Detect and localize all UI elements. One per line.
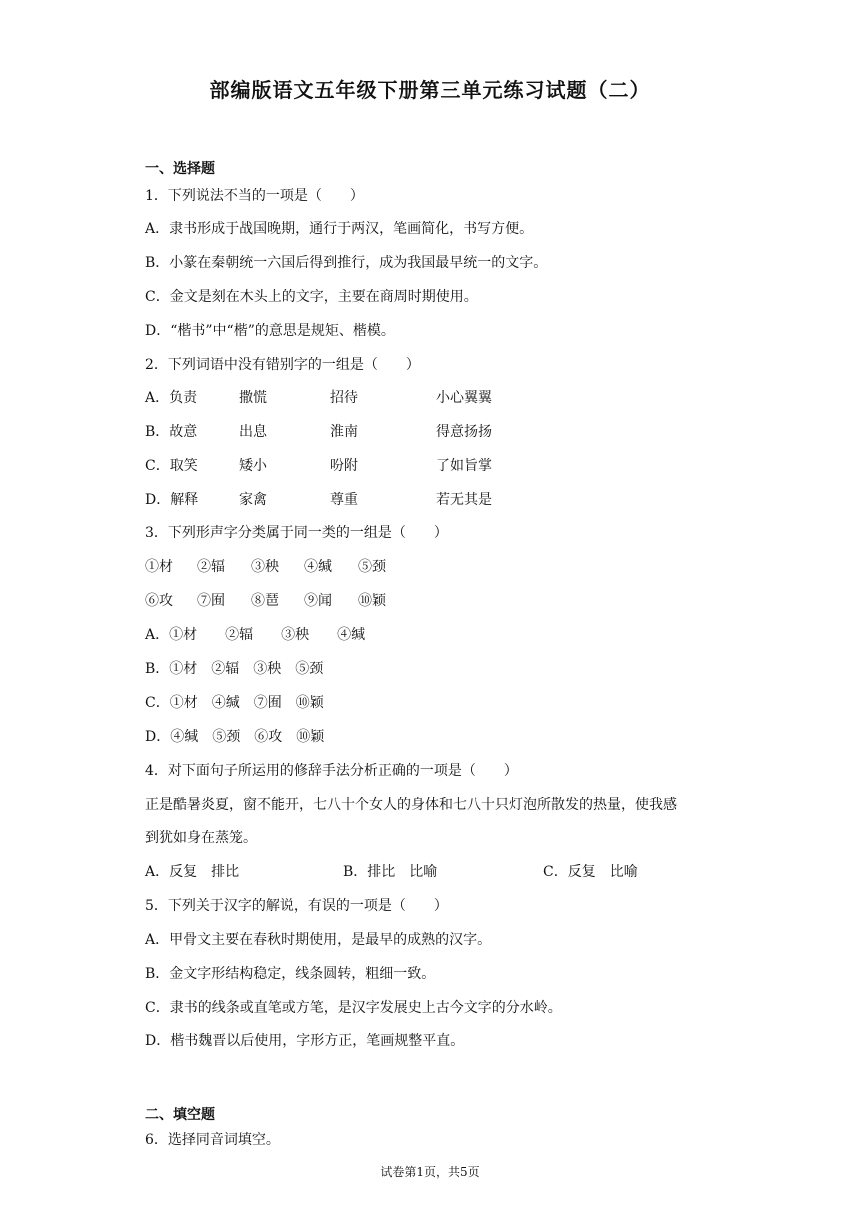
question-3-char: ⑤颈 xyxy=(358,559,386,575)
page-title: 部编版语文五年级下册第三单元练习试题（二） xyxy=(209,78,651,102)
question-3-char: ⑧琶 xyxy=(251,593,279,609)
question-3-char: ④缄 xyxy=(304,559,332,575)
question-4-passage-line-1: 正是酷暑炎夏，窗不能开，七八十个女人的身体和七八十只灯泡所散发的热量，使我感 xyxy=(145,797,677,813)
question-5-option-d: D．楷书魏晋以后使用，字形方正，笔画规整平直。 xyxy=(145,1033,465,1049)
question-5-stem: 5．下列关于汉字的解说，有误的一项是（ ） xyxy=(145,898,448,914)
question-2-option-b-word2: 出息 xyxy=(239,424,267,440)
question-2-option-b-label: B．故意 xyxy=(145,424,198,440)
question-2-option-d-word4: 若无其是 xyxy=(436,492,492,508)
question-3-option-d: D．④缄 ⑤颈 ⑥攻 ⑩颖 xyxy=(145,729,325,745)
section-heading-choice: 一、选择题 xyxy=(145,161,215,177)
question-3-char: ①材 xyxy=(145,559,173,575)
question-3-char: ⑨闻 xyxy=(304,593,332,609)
section-heading-fill: 二、填空题 xyxy=(145,1107,215,1123)
question-3-char: ②辐 xyxy=(197,559,225,575)
question-2-option-c-label: C．取笑 xyxy=(145,458,198,474)
question-2-option-a-word4: 小心翼翼 xyxy=(436,390,492,406)
question-1-stem: 1．下列说法不当的一项是（ ） xyxy=(145,188,364,204)
question-2-option-b-word4: 得意扬扬 xyxy=(436,424,492,440)
question-5-option-a: A．甲骨文主要在春秋时期使用，是最早的成熟的汉字。 xyxy=(145,932,492,948)
question-6-stem: 6．选择同音词填空。 xyxy=(145,1132,280,1148)
question-4-passage-line-2: 到犹如身在蒸笼。 xyxy=(145,830,257,846)
question-5-option-b: B．金文字形结构稳定，线条圆转，粗细一致。 xyxy=(145,966,436,982)
question-2-option-b-word3: 淮南 xyxy=(330,424,358,440)
question-1-option-b: B．小篆在秦朝统一六国后得到推行，成为我国最早统一的文字。 xyxy=(145,255,548,271)
page-footer: 试卷第1页，共5页 xyxy=(380,1165,480,1179)
question-3-option-c: C．①材 ④缄 ⑦囿 ⑩颖 xyxy=(145,695,324,711)
question-1-option-a: A．隶书形成于战国晚期，通行于两汉，笔画简化，书写方便。 xyxy=(145,221,534,237)
question-4-option-c: C．反复 比喻 xyxy=(543,864,638,880)
question-3-char: ⑦囿 xyxy=(197,593,225,609)
question-2-option-d-word2: 家禽 xyxy=(239,492,267,508)
question-2-option-a-word3: 招待 xyxy=(330,390,358,406)
question-4-stem: 4．对下面句子所运用的修辞手法分析正确的一项是（ ） xyxy=(145,763,518,779)
question-3-stem: 3．下列形声字分类属于同一类的一组是（ ） xyxy=(145,525,448,541)
question-2-option-d-label: D．解释 xyxy=(145,492,199,508)
question-3-option-b: B．①材 ②辐 ③秧 ⑤颈 xyxy=(145,661,324,677)
question-2-option-d-word3: 尊重 xyxy=(330,492,358,508)
question-2-option-c-word3: 吩附 xyxy=(330,458,358,474)
question-4-option-b: B．排比 比喻 xyxy=(343,864,438,880)
question-2-option-c-word4: 了如旨掌 xyxy=(436,458,492,474)
question-2-stem: 2．下列词语中没有错别字的一组是（ ） xyxy=(145,357,420,373)
question-1-option-d: D．“楷书”中“楷”的意思是规矩、楷模。 xyxy=(145,323,395,339)
question-2-option-a-word2: 撒慌 xyxy=(239,390,267,406)
question-1-option-c: C．金文是刻在木头上的文字，主要在商周时期使用。 xyxy=(145,289,478,305)
question-2-option-a-label: A．负责 xyxy=(145,390,198,406)
question-3-option-a: A．①材 ②辐 ③秧 ④缄 xyxy=(145,627,366,643)
question-3-char: ③秧 xyxy=(251,559,279,575)
question-3-char: ⑥攻 xyxy=(145,593,173,609)
question-2-option-c-word2: 矮小 xyxy=(239,458,267,474)
question-5-option-c: C．隶书的线条或直笔或方笔，是汉字发展史上古今文字的分水岭。 xyxy=(145,1000,562,1016)
question-4-option-a: A．反复 排比 xyxy=(145,864,240,880)
question-3-char: ⑩颖 xyxy=(358,593,386,609)
